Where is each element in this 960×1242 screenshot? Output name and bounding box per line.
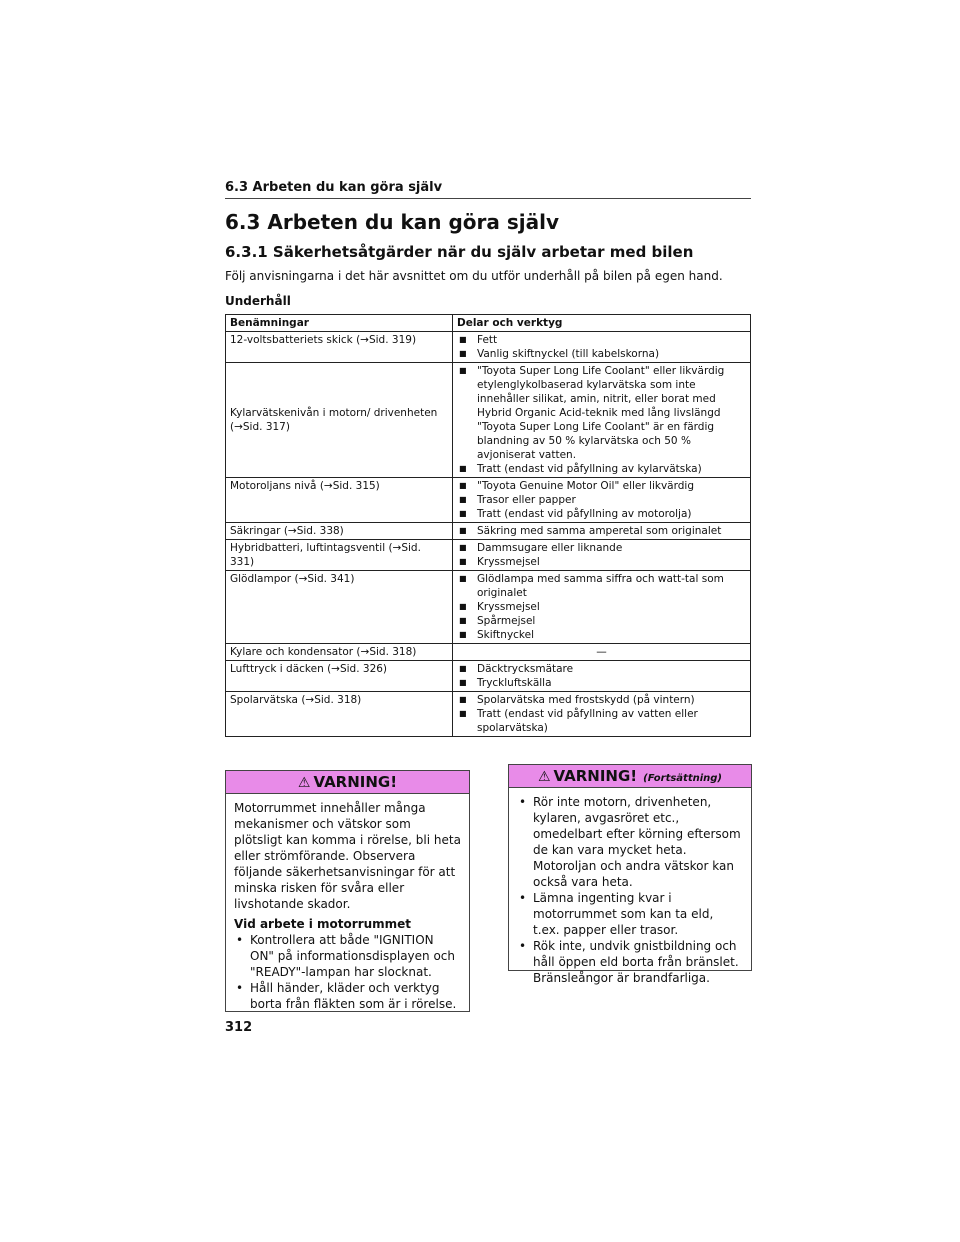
- tool-item: ■ "Toyota Super Long Life Coolant" eller likvärdig etylenglykolbaserad kylarvätska som inte innehåller silikat, amin, nitrit, eller borat med Hybrid Organic Acid-teknik med lång livslängd "Toyota Super Long Life Coolant" är en färdig blandning av 50 % kylarvätska och 50 % avjoniserat vatten.: [457, 364, 746, 462]
- tool-item: ■ Dammsugare eller liknande: [457, 541, 746, 555]
- row-tools: [453, 571, 751, 644]
- warning-bullet: • Rök inte, undvik gnistbildning och håll öppen eld borta från bränslet. Bränsleångor är brandfarliga.: [517, 938, 743, 986]
- tool-item: ■ Spolarvätska med frostskydd (på vintern): [457, 693, 746, 707]
- row-tools: [453, 661, 751, 692]
- row-name: 12-voltsbatteriets skick (→Sid. 319): [226, 332, 453, 363]
- table-row: [226, 661, 751, 692]
- table-row: [226, 478, 751, 523]
- row-name: Motoroljans nivå (→Sid. 315): [226, 478, 453, 523]
- table-row: [226, 363, 751, 478]
- row-tools: [453, 478, 751, 523]
- tool-item: ■ Tryckluftskälla: [457, 676, 746, 690]
- warning-bullet: • Håll händer, kläder och verktyg borta från fläkten som är i rörelse.: [234, 980, 461, 1012]
- warning-icon: ⚠: [537, 769, 551, 785]
- warning-text: Motorrummet innehåller många mekanismer och vätskor som plötsligt kan komma i rörelse, bli heta eller strömförande. Observera följande säkerhetsanvisningar för att minska risken för svåra eller livshotande skador.: [234, 801, 461, 911]
- tool-item: ■ Vanlig skiftnyckel (till kabelskorna): [457, 347, 746, 361]
- row-tools: [453, 523, 751, 540]
- table-row: [226, 692, 751, 737]
- warning-continued-box: [508, 764, 752, 985]
- table-row: [226, 540, 751, 571]
- warning-header: [226, 771, 469, 794]
- tool-item: ■ "Toyota Genuine Motor Oil" eller likvärdig: [457, 479, 746, 493]
- tool-item: ■ Säkring med samma amperetal som originalet: [457, 524, 746, 538]
- tool-list: [457, 572, 746, 642]
- tool-list: [457, 662, 746, 690]
- warning-continued-header: [509, 765, 751, 788]
- warning-bullets: [517, 794, 743, 986]
- row-name: Lufttryck i däcken (→Sid. 326): [226, 661, 453, 692]
- tool-item: ■ Tratt (endast vid påfyllning av vatten eller spolarvätska): [457, 707, 746, 735]
- tool-item: ■ Däcktrycksmätare: [457, 662, 746, 676]
- table-header-names: Benämningar: [226, 315, 453, 332]
- warning-bullet: • Lämna ingenting kvar i motorrummet som kan ta eld, t.ex. papper eller trasor.: [517, 890, 743, 938]
- tool-list: [457, 479, 746, 521]
- tool-list: [457, 524, 746, 538]
- row-tools: [453, 692, 751, 737]
- tool-item: ■ Glödlampa med samma siffra och watt-tal som originalet: [457, 572, 746, 600]
- table-row: [226, 571, 751, 644]
- page-title: 6.3 Arbeten du kan göra själv: [225, 210, 559, 234]
- warning-bullets: [234, 932, 461, 1012]
- row-name: Säkringar (→Sid. 338): [226, 523, 453, 540]
- row-tools: [453, 540, 751, 571]
- tool-list: [457, 541, 746, 569]
- row-tools: [453, 332, 751, 363]
- tool-item: ■ Kryssmejsel: [457, 555, 746, 569]
- warning-bullet: • Rör inte motorn, drivenheten, kylaren, avgasröret etc., omedelbart efter körning eftersom de kan vara mycket heta. Motoroljan och andra vätskor kan också vara heta.: [517, 794, 743, 890]
- row-name: Glödlampor (→Sid. 341): [226, 571, 453, 644]
- warning-title: VARNING!: [313, 773, 398, 791]
- row-name: Kylarvätskenivån i motorn/ drivenheten (→Sid. 317): [226, 363, 453, 478]
- warning-box: [225, 770, 470, 1012]
- tool-list: [457, 693, 746, 735]
- row-tools: —: [453, 644, 751, 661]
- tool-item: ■ Spårmejsel: [457, 614, 746, 628]
- maintenance-table: [225, 314, 751, 737]
- section-subtitle: 6.3.1 Säkerhetsåtgärder när du själv arbetar med bilen: [225, 243, 694, 261]
- running-header: 6.3 Arbeten du kan göra själv: [225, 180, 751, 199]
- section-label: Underhåll: [225, 294, 291, 308]
- tool-item: ■ Kryssmejsel: [457, 600, 746, 614]
- warning-title: VARNING!: [553, 767, 638, 785]
- row-name: Hybridbatteri, luftintagsventil (→Sid. 331): [226, 540, 453, 571]
- table-row: [226, 523, 751, 540]
- tool-list: [457, 333, 746, 361]
- row-name: Spolarvätska (→Sid. 318): [226, 692, 453, 737]
- tool-item: ■ Trasor eller papper: [457, 493, 746, 507]
- row-name: Kylare och kondensator (→Sid. 318): [226, 644, 453, 661]
- warning-bullet: • Kontrollera att både "IGNITION ON" på informationsdisplayen och "READY"-lampan har slocknat.: [234, 932, 461, 980]
- warning-subheading: Vid arbete i motorrummet: [234, 917, 412, 931]
- warning-icon: ⚠: [297, 775, 311, 791]
- tool-item: ■ Skiftnyckel: [457, 628, 746, 642]
- tool-list: [457, 364, 746, 476]
- tool-item: ■ Tratt (endast vid påfyllning av motorolja): [457, 507, 746, 521]
- table-row: [226, 644, 751, 661]
- continued-label: (Fortsättning): [643, 773, 723, 784]
- intro-text: Följ anvisningarna i det här avsnittet om du utför underhåll på bilen på egen hand.: [225, 269, 723, 283]
- tool-item: ■ Tratt (endast vid påfyllning av kylarvätska): [457, 462, 746, 476]
- row-tools: [453, 363, 751, 478]
- table-row: [226, 332, 751, 363]
- table-header-tools: Delar och verktyg: [453, 315, 751, 332]
- page-number: 312: [225, 1020, 253, 1035]
- tool-item: ■ Fett: [457, 333, 746, 347]
